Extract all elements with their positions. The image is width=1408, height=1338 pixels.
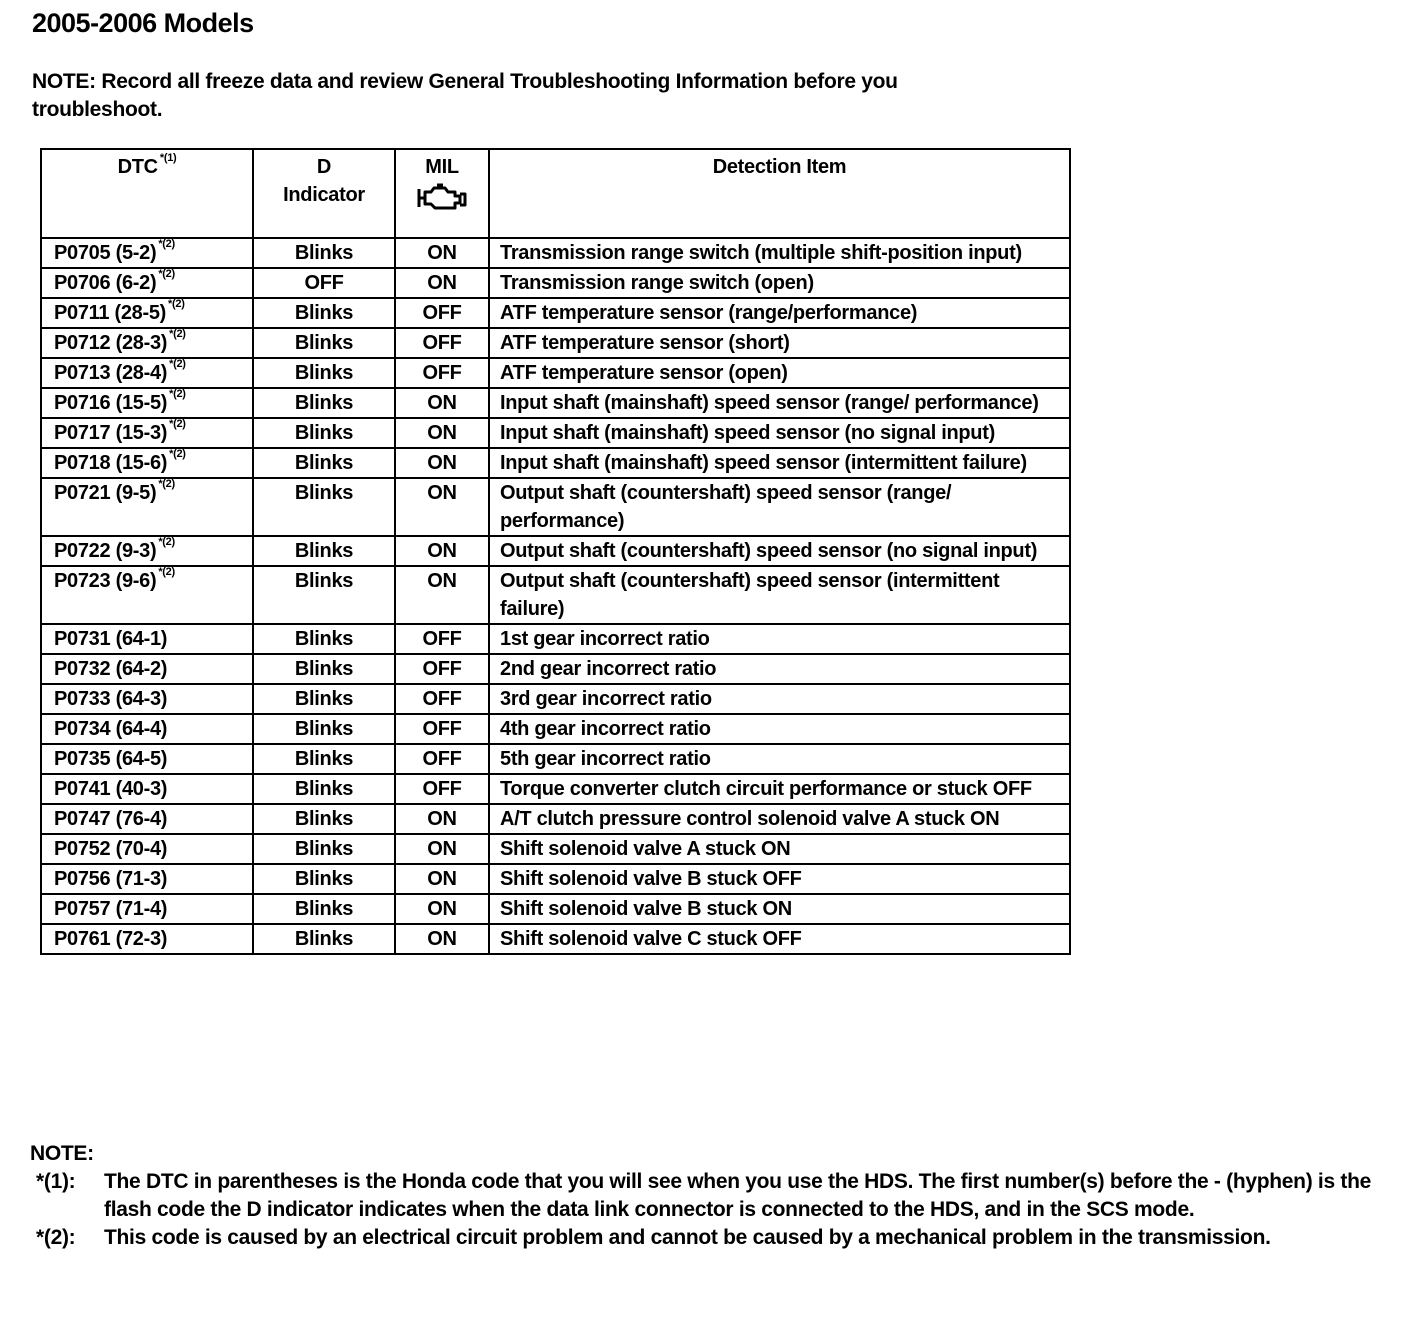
detection-item-cell: Transmission range switch (multiple shift-position input) — [489, 238, 1070, 268]
mil-cell: OFF — [395, 774, 489, 804]
header-detection-item: Detection Item — [489, 149, 1070, 238]
dtc-code: P0721 (9-5) — [54, 482, 157, 504]
footnote-2-text: This code is caused by an electrical circuit problem and cannot be caused by a mechanical problem in the transmission. — [104, 1226, 1271, 1249]
header-dtc-ref: *(1) — [159, 152, 177, 164]
detection-item-cell: Transmission range switch (open) — [489, 268, 1070, 298]
dtc-code-cell — [41, 448, 253, 478]
dtc-code: P0747 (76-4) — [54, 808, 168, 830]
dtc-footnote-ref: *(2) — [169, 448, 186, 460]
table-row — [41, 238, 1070, 268]
dtc-code-cell — [41, 804, 253, 834]
table-row — [41, 268, 1070, 298]
dtc-code-cell — [41, 238, 253, 268]
dtc-code: P0731 (64-1) — [54, 628, 168, 650]
header-mil — [395, 149, 489, 238]
dtc-code: P0718 (15-6) — [54, 452, 168, 474]
d-indicator-cell: Blinks — [253, 864, 395, 894]
detection-item-cell: Torque converter clutch circuit performance or stuck OFF — [489, 774, 1070, 804]
dtc-code: P0761 (72-3) — [54, 928, 168, 950]
mil-cell: OFF — [395, 714, 489, 744]
dtc-code-cell — [41, 894, 253, 924]
detection-item-cell: Input shaft (mainshaft) speed sensor (range/ performance) — [489, 388, 1070, 418]
mil-cell: OFF — [395, 298, 489, 328]
dtc-code: P0711 (28-5) — [54, 302, 167, 324]
d-indicator-cell: Blinks — [253, 328, 395, 358]
detection-item-cell: ATF temperature sensor (open) — [489, 358, 1070, 388]
dtc-footnote-ref: *(2) — [158, 566, 175, 578]
dtc-code-cell — [41, 684, 253, 714]
d-indicator-cell: Blinks — [253, 536, 395, 566]
dtc-code-cell — [41, 834, 253, 864]
dtc-code-cell — [41, 478, 253, 536]
table-row — [41, 536, 1070, 566]
detection-item-cell: 2nd gear incorrect ratio — [489, 654, 1070, 684]
detection-item-cell: Output shaft (countershaft) speed sensor (range/ performance) — [489, 478, 1070, 536]
page-title: 2005-2006 Models — [32, 8, 254, 38]
mil-cell: ON — [395, 924, 489, 954]
dtc-footnote-ref: *(2) — [158, 238, 175, 250]
table-row — [41, 744, 1070, 774]
d-indicator-cell: Blinks — [253, 924, 395, 954]
table-header-row — [41, 149, 1070, 238]
table-row — [41, 298, 1070, 328]
dtc-code: P0757 (71-4) — [54, 898, 168, 920]
dtc-code: P0723 (9-6) — [54, 570, 157, 592]
mil-cell: OFF — [395, 654, 489, 684]
table-row — [41, 478, 1070, 536]
detection-item-cell: 3rd gear incorrect ratio — [489, 684, 1070, 714]
mil-cell: ON — [395, 418, 489, 448]
d-indicator-cell: Blinks — [253, 654, 395, 684]
dtc-footnote-ref: *(2) — [169, 388, 186, 400]
mil-cell: ON — [395, 268, 489, 298]
d-indicator-cell: Blinks — [253, 238, 395, 268]
detection-item-cell: 1st gear incorrect ratio — [489, 624, 1070, 654]
d-indicator-cell: OFF — [253, 268, 395, 298]
mil-cell: OFF — [395, 328, 489, 358]
dtc-code-cell — [41, 328, 253, 358]
dtc-code-cell — [41, 864, 253, 894]
dtc-code-cell — [41, 298, 253, 328]
mil-cell: ON — [395, 566, 489, 624]
mil-cell: OFF — [395, 744, 489, 774]
d-indicator-cell: Blinks — [253, 774, 395, 804]
mil-cell: OFF — [395, 624, 489, 654]
detection-item-cell: Shift solenoid valve C stuck OFF — [489, 924, 1070, 954]
d-indicator-cell: Blinks — [253, 566, 395, 624]
header-d-indicator — [253, 149, 395, 238]
detection-item-cell: Output shaft (countershaft) speed sensor (intermittent failure) — [489, 566, 1070, 624]
detection-item-cell: Input shaft (mainshaft) speed sensor (intermittent failure) — [489, 448, 1070, 478]
detection-item-cell: ATF temperature sensor (short) — [489, 328, 1070, 358]
top-note: NOTE: Record all freeze data and review General Troubleshooting Information before you troubleshoot. — [32, 70, 898, 121]
dtc-table — [40, 148, 1071, 955]
dtc-code: P0713 (28-4) — [54, 362, 168, 384]
mil-cell: ON — [395, 448, 489, 478]
table-row — [41, 448, 1070, 478]
table-row — [41, 566, 1070, 624]
detection-item-cell: 4th gear incorrect ratio — [489, 714, 1070, 744]
dtc-footnote-ref: *(2) — [158, 536, 175, 548]
dtc-code: P0716 (15-5) — [54, 392, 168, 414]
dtc-code: P0706 (6-2) — [54, 272, 157, 294]
table-row — [41, 924, 1070, 954]
detection-item-cell: Shift solenoid valve B stuck ON — [489, 894, 1070, 924]
dtc-footnote-ref: *(2) — [169, 358, 186, 370]
dtc-code: P0752 (70-4) — [54, 838, 168, 860]
dtc-code: P0756 (71-3) — [54, 868, 168, 890]
dtc-code-cell — [41, 654, 253, 684]
dtc-code-cell — [41, 774, 253, 804]
d-indicator-cell: Blinks — [253, 418, 395, 448]
mil-cell: ON — [395, 238, 489, 268]
dtc-code-cell — [41, 744, 253, 774]
footnote-1 — [30, 1168, 1400, 1224]
header-mil-label: MIL — [425, 156, 459, 178]
dtc-code-cell — [41, 388, 253, 418]
d-indicator-cell: Blinks — [253, 744, 395, 774]
dtc-code: P0733 (64-3) — [54, 688, 168, 710]
detection-item-cell: Shift solenoid valve A stuck ON — [489, 834, 1070, 864]
dtc-footnote-ref: *(2) — [169, 328, 186, 340]
mil-cell: ON — [395, 804, 489, 834]
table-row — [41, 714, 1070, 744]
dtc-footnote-ref: *(2) — [158, 478, 175, 490]
detection-item-cell: Output shaft (countershaft) speed sensor (no signal input) — [489, 536, 1070, 566]
d-indicator-cell: Blinks — [253, 804, 395, 834]
dtc-code: P0705 (5-2) — [54, 242, 157, 264]
table-row — [41, 418, 1070, 448]
d-indicator-cell: Blinks — [253, 624, 395, 654]
dtc-code: P0717 (15-3) — [54, 422, 168, 444]
dtc-code: P0722 (9-3) — [54, 540, 157, 562]
d-indicator-cell: Blinks — [253, 358, 395, 388]
dtc-code-cell — [41, 566, 253, 624]
mil-cell: ON — [395, 536, 489, 566]
dtc-code: P0741 (40-3) — [54, 778, 168, 800]
detection-item-cell: Input shaft (mainshaft) speed sensor (no signal input) — [489, 418, 1070, 448]
dtc-table-body — [41, 238, 1070, 954]
footnote-1-text: The DTC in parentheses is the Honda code that you will see when you use the HDS. The first number(s) before the - (hyphen) is the flash code the D indicator indicates when the data link connector is connected to the HDS, and in the SCS mode. — [104, 1170, 1371, 1221]
dtc-footnote-ref: *(2) — [169, 418, 186, 430]
dtc-code-cell — [41, 714, 253, 744]
footnote-1-mark: *(1): — [36, 1170, 76, 1193]
table-row — [41, 774, 1070, 804]
table-row — [41, 894, 1070, 924]
detection-item-cell: Shift solenoid valve B stuck OFF — [489, 864, 1070, 894]
bottom-note — [30, 1140, 1400, 1252]
header-d-line1: D — [316, 156, 332, 178]
table-row — [41, 864, 1070, 894]
d-indicator-cell: Blinks — [253, 684, 395, 714]
dtc-footnote-ref: *(2) — [168, 298, 185, 310]
d-indicator-cell: Blinks — [253, 388, 395, 418]
table-row — [41, 804, 1070, 834]
detection-item-cell: A/T clutch pressure control solenoid valve A stuck ON — [489, 804, 1070, 834]
d-indicator-cell: Blinks — [253, 834, 395, 864]
dtc-code-cell — [41, 358, 253, 388]
d-indicator-cell: Blinks — [253, 448, 395, 478]
dtc-footnote-ref: *(2) — [158, 268, 175, 280]
mil-cell: OFF — [395, 358, 489, 388]
mil-cell: ON — [395, 864, 489, 894]
d-indicator-cell: Blinks — [253, 478, 395, 536]
table-row — [41, 358, 1070, 388]
table-row — [41, 328, 1070, 358]
dtc-code-cell — [41, 268, 253, 298]
d-indicator-cell: Blinks — [253, 714, 395, 744]
mil-cell: OFF — [395, 684, 489, 714]
mil-cell: ON — [395, 388, 489, 418]
dtc-code: P0735 (64-5) — [54, 748, 168, 770]
header-dtc — [41, 149, 253, 238]
detection-item-cell: 5th gear incorrect ratio — [489, 744, 1070, 774]
dtc-code-cell — [41, 536, 253, 566]
mil-cell: ON — [395, 478, 489, 536]
footnote-2 — [30, 1224, 1400, 1252]
header-dtc-label: DTC — [117, 156, 158, 178]
dtc-code-cell — [41, 624, 253, 654]
table-row — [41, 834, 1070, 864]
bottom-note-heading: NOTE: — [30, 1142, 94, 1165]
dtc-code-cell — [41, 924, 253, 954]
table-row — [41, 684, 1070, 714]
d-indicator-cell: Blinks — [253, 298, 395, 328]
dtc-code: P0732 (64-2) — [54, 658, 168, 680]
footnote-2-mark: *(2): — [36, 1226, 76, 1249]
mil-cell: ON — [395, 894, 489, 924]
dtc-code: P0712 (28-3) — [54, 332, 168, 354]
table-row — [41, 388, 1070, 418]
d-indicator-cell: Blinks — [253, 894, 395, 924]
table-row — [41, 624, 1070, 654]
dtc-code: P0734 (64-4) — [54, 718, 168, 740]
engine-icon — [415, 183, 469, 213]
header-d-line2: Indicator — [283, 184, 365, 206]
detection-item-cell: ATF temperature sensor (range/performance) — [489, 298, 1070, 328]
table-row — [41, 654, 1070, 684]
dtc-code-cell — [41, 418, 253, 448]
mil-cell: ON — [395, 834, 489, 864]
